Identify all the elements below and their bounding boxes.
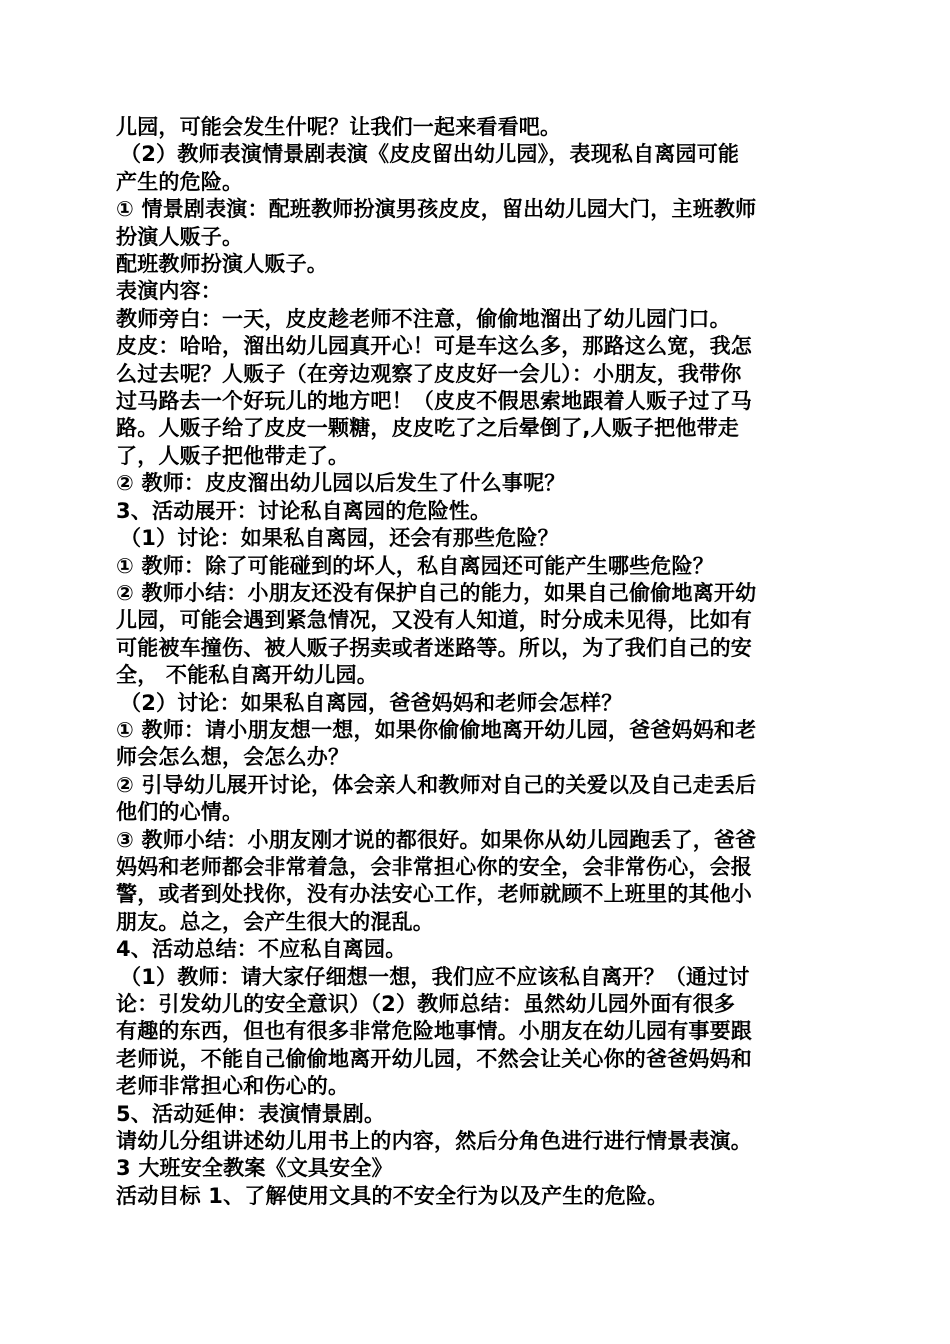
section-heading: 3、活动展开：讨论私自离园的危险性。 bbox=[116, 498, 492, 523]
text-line: 路。人贩子给了皮皮一颗糖，皮皮吃了之后晕倒了,人贩子把他带走 bbox=[116, 416, 739, 441]
text-line: 可能被车撞伤、被人贩子拐卖或者迷路等。所以，为了我们自己的安 bbox=[116, 635, 752, 660]
text-line: 儿园，可能会发生什呢？让我们一起来看看吧。 bbox=[116, 115, 562, 139]
text-line: 论：引发幼儿的安全意识）（2）教师总结：虽然幼儿园外面有很多 bbox=[116, 992, 736, 1016]
text-line: 了，人贩子把他带走了。 bbox=[116, 443, 350, 468]
text-line: 朋友。总之，会产生很大的混乱。 bbox=[116, 909, 434, 934]
text-line: 表演内容： bbox=[116, 279, 222, 304]
text-line: （2）讨论：如果私自离园，爸爸妈妈和老师会怎样？ bbox=[120, 690, 623, 715]
section-heading: 5、活动延伸：表演情景剧。 bbox=[116, 1101, 386, 1126]
text-line: ② 引导幼儿展开讨论，体会亲人和教师对自己的关爱以及自己走丢后 bbox=[116, 772, 757, 797]
text-line: ② 教师小结：小朋友还没有保护自己的能力，如果自己偷偷地离开幼 bbox=[116, 580, 757, 605]
text-line: 么过去呢？人贩子（在旁边观察了皮皮好一会儿）：小朋友，我带你 bbox=[116, 361, 742, 386]
text-line: 全， 不能私自离开幼儿园。 bbox=[116, 663, 378, 688]
text-line: ② 教师：皮皮溜出幼儿园以后发生了什么事呢？ bbox=[116, 471, 566, 496]
text-line: （2）教师表演情景剧表演《皮皮留出幼儿园》，表现私自离园可能 bbox=[120, 142, 740, 167]
text-line: 儿园，可能会遇到紧急情况，又没有人知道，时分成未见得，比如有 bbox=[116, 608, 752, 633]
text-line: 警，或者到处找你，没有办法安心工作，老师就顾不上班里的其他小 bbox=[116, 882, 752, 907]
text-line: 活动目标 1、了解使用文具的不安全行为以及产生的危险。 bbox=[116, 1183, 669, 1208]
text-line: ③ 教师小结：小朋友刚才说的都很好。如果你从幼儿园跑丢了，爸爸 bbox=[116, 827, 757, 852]
text-line: 过马路去一个好玩儿的地方吧！（皮皮不假思索地跟着人贩子过了马 bbox=[116, 389, 752, 414]
section-heading: 4、活动总结：不应私自离园。 bbox=[116, 937, 407, 962]
text-line: 妈妈和老师都会非常着急，会非常担心你的安全，会非常伤心，会报 bbox=[116, 854, 752, 879]
lesson-title: 3 大班安全教案《文具安全》 bbox=[116, 1156, 393, 1181]
text-line: 请幼儿分组讲述幼儿用书上的内容，然后分角色进行进行情景表演。 bbox=[116, 1129, 752, 1154]
text-line: 他们的心情。 bbox=[116, 800, 244, 825]
text-line: ① 教师：除了可能碰到的坏人，私自离园还可能产生哪些危险？ bbox=[116, 553, 714, 578]
text-line: 配班教师扮演人贩子。 bbox=[116, 252, 328, 277]
text-line: ① 情景剧表演：配班教师扮演男孩皮皮，留出幼儿园大门，主班教师 bbox=[116, 197, 757, 222]
text-line: （1）讨论：如果私自离园，还会有那些危险？ bbox=[120, 526, 559, 551]
text-line: 老师非常担心和伤心的。 bbox=[116, 1074, 350, 1099]
text-line: 有趣的东西，但也有很多非常危险地事情。小朋友在幼儿园有事要跟 bbox=[116, 1019, 752, 1044]
text-line: 教师旁白：一天，皮皮趁老师不注意，偷偷地溜出了幼儿园门口。 bbox=[116, 306, 731, 331]
document-page bbox=[116, 114, 838, 1210]
text-line: 皮皮：哈哈，溜出幼儿园真开心！可是车这么多，那路这么宽，我怎 bbox=[116, 334, 752, 359]
text-line: 师会怎么想，会怎么办？ bbox=[116, 745, 350, 770]
text-line: 产生的危险。 bbox=[116, 169, 244, 194]
text-line: 老师说，不能自己偷偷地离开幼儿园，不然会让关心你的爸爸妈妈和 bbox=[116, 1046, 752, 1071]
text-line: 扮演人贩子。 bbox=[116, 224, 244, 249]
text-line: ① 教师：请小朋友想一想，如果你偷偷地离开幼儿园，爸爸妈妈和老 bbox=[116, 717, 757, 742]
text-line: （1）教师：请大家仔细想一想，我们应不应该私自离开？（通过讨 bbox=[120, 964, 750, 989]
